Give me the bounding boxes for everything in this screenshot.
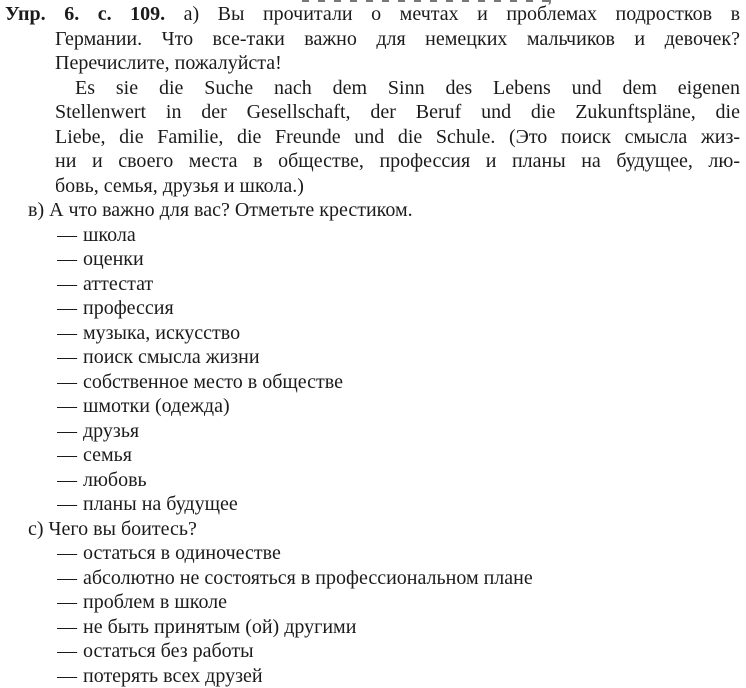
section-b-heading: в) А что важно для вас? Отметьте крестиком. [28, 198, 746, 223]
list-item-label: потерять всех друзей [83, 665, 263, 687]
list-item-label: друзья [83, 420, 139, 442]
list-item-label: проблем в школе [83, 591, 227, 613]
list-item [57, 541, 746, 566]
list-item-label: не быть принятым (ой) другими [83, 616, 356, 638]
list-item [57, 272, 746, 297]
german-answer-line-1: Es sie die Suche nach dem Sinn des Lebens und dem eigenen [75, 76, 740, 101]
dash-marker: — [57, 639, 77, 664]
list-item [57, 492, 746, 517]
cutoff-line-fragment [302, 0, 552, 2]
list-item [57, 443, 746, 468]
dash-marker: — [57, 223, 77, 248]
list-item-label: школа [83, 224, 136, 246]
list-item-label: планы на будущее [83, 493, 238, 515]
list-item [57, 639, 746, 664]
german-answer-line-3: Liebe, die Familie, die Freunde und die Schule. (Это поиск смысла жиз- [55, 125, 740, 150]
german-answer-line-4: ни и своего места в обществе, профессия и планы на будущее, лю- [55, 149, 740, 174]
list-item [57, 345, 746, 370]
list-item-label: профессия [83, 297, 174, 319]
dash-marker: — [57, 615, 77, 640]
dash-marker: — [57, 394, 77, 419]
dash-marker: — [57, 296, 77, 321]
list-item-label: остаться в одиночестве [83, 542, 281, 564]
list-item-label: собственное место в обществе [83, 371, 343, 393]
dash-marker: — [57, 419, 77, 444]
german-answer-line-5: бовь, семья, друзья и школа.) [55, 174, 746, 199]
dash-marker: — [57, 468, 77, 493]
list-item-label: поиск смысла жизни [83, 346, 260, 368]
dash-marker: — [57, 443, 77, 468]
list-item [57, 664, 746, 688]
list-item [57, 247, 746, 272]
list-item-label: остаться без работы [83, 640, 254, 662]
task-a-text-start: а) Вы прочитали о мечтах и проблемах подростков в [184, 3, 740, 25]
section-c-heading: с) Чего вы боитесь? [28, 517, 746, 542]
dash-marker: — [57, 541, 77, 566]
dash-marker: — [57, 321, 77, 346]
list-item [57, 370, 746, 395]
list-item-label: любовь [83, 469, 147, 491]
dash-marker: — [57, 492, 77, 517]
list-item-label: шмотки (одежда) [83, 395, 230, 417]
list-item [57, 321, 746, 346]
list-item-label: семья [83, 444, 132, 466]
list-item-label: абсолютно не состояться в профессиональном плане [83, 567, 533, 589]
list-item [57, 223, 746, 248]
list-item [57, 566, 746, 591]
list-item-label: оценки [83, 248, 144, 270]
list-item [57, 615, 746, 640]
dash-marker: — [57, 370, 77, 395]
list-item [57, 468, 746, 493]
exercise-line-a3: Перечислите, пожалуйста! [55, 51, 746, 76]
exercise-number-label: Упр. 6. с. 109. [5, 3, 165, 25]
list-item-label: музыка, искусство [83, 322, 240, 344]
dash-marker: — [57, 566, 77, 591]
exercise-line-a2: Германии. Что все-таки важно для немецких мальчиков и девочек? [55, 27, 740, 52]
list-item [57, 394, 746, 419]
dash-marker: — [57, 664, 77, 688]
dash-marker: — [57, 247, 77, 272]
dash-marker: — [57, 590, 77, 615]
exercise-line-a1 [5, 2, 740, 27]
german-answer-line-2: Stellenwert in der Gesellschaft, der Beruf und die Zukunftspläne, die [55, 100, 740, 125]
list-item [57, 296, 746, 321]
dash-marker: — [57, 272, 77, 297]
list-item [57, 590, 746, 615]
list-item [57, 419, 746, 444]
dash-marker: — [57, 345, 77, 370]
list-item-label: аттестат [83, 273, 153, 295]
